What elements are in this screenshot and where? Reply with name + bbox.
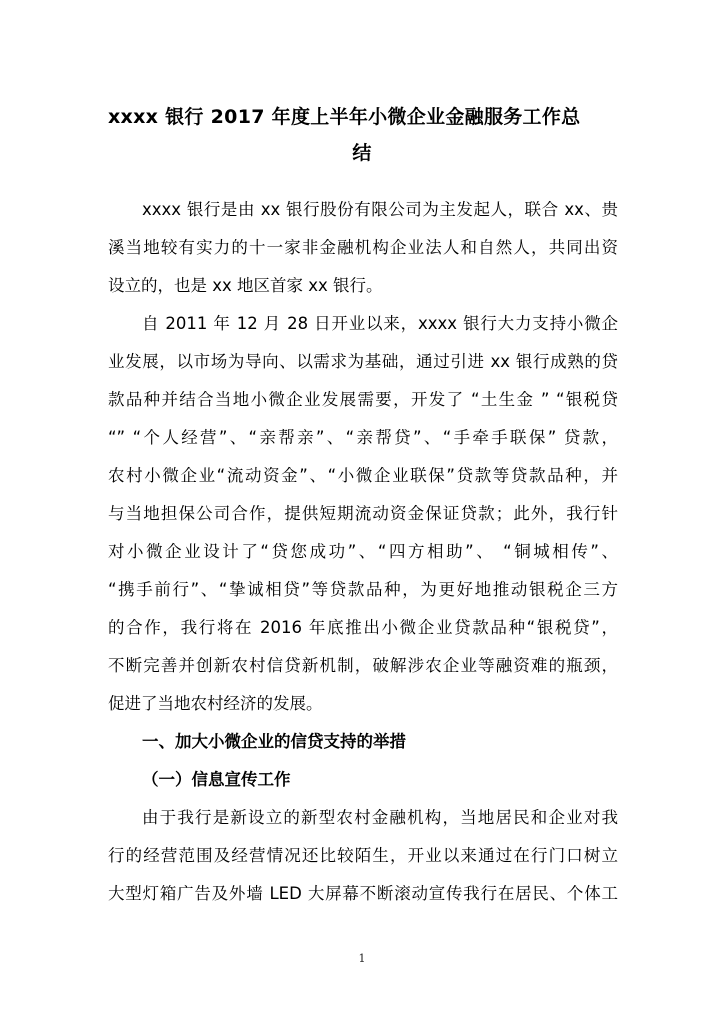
subsection-heading: （一）信息宣传工作	[142, 770, 291, 789]
section-heading: 一、加大小微企业的信贷支持的举措	[142, 732, 406, 751]
paragraph-line: 业发展，以市场为导向、以需求为基础，通过引进 xx 银行成熟的贷	[108, 352, 618, 371]
document-title-line-1: xxxx 银行 2017 年度上半年小微企业金融服务工作总	[108, 106, 581, 128]
paragraph-line: 农村小微企业“流动资金”、“小微企业联保”贷款等贷款品种，并	[108, 466, 618, 485]
page-number: 1	[358, 952, 366, 965]
paragraph-line: 对小微企业设计了“贷您成功”、“四方相助”、 “铜城相传”、	[108, 542, 618, 561]
paragraph-line: 与当地担保公司合作，提供短期流动资金保证贷款；此外，我行针	[108, 504, 618, 523]
paragraph-line: 款品种并结合当地小微企业发展需要，开发了 “土生金 ” “银税贷	[108, 390, 618, 409]
paragraph-line: 促进了当地农村经济的发展。	[108, 694, 323, 713]
document-title-line-2: 结	[352, 142, 372, 164]
paragraph-line: 由于我行是新设立的新型农村金融机构，当地居民和企业对我	[142, 808, 618, 827]
paragraph-line: 大型灯箱广告及外墙 LED 大屏幕不断滚动宣传我行在居民、个体工	[108, 884, 618, 903]
paragraph-line: “携手前行”、“挚诚相贷”等贷款品种，为更好地推动银税企三方	[108, 580, 618, 599]
paragraph-line: 自 2011 年 12 月 28 日开业以来，xxxx 银行大力支持小微企	[142, 314, 618, 333]
paragraph-line: 不断完善并创新农村信贷新机制，破解涉农企业等融资难的瓶颈，	[108, 656, 618, 675]
paragraph-line: “” “个人经营”、“亲帮亲”、“亲帮贷”、“手牵手联保” 贷款，	[108, 428, 618, 447]
paragraph-line: 的合作，我行将在 2016 年底推出小微企业贷款品种“银税贷”，	[108, 618, 618, 637]
paragraph-line: 行的经营范围及经营情况还比较陌生，开业以来通过在行门口树立	[108, 846, 618, 865]
paragraph-line: 溪当地较有实力的十一家非金融机构企业法人和自然人，共同出资	[108, 238, 618, 257]
paragraph-line: 设立的，也是 xx 地区首家 xx 银行。	[108, 276, 383, 295]
paragraph-line: xxxx 银行是由 xx 银行股份有限公司为主发起人，联合 xx、贵	[142, 200, 618, 219]
